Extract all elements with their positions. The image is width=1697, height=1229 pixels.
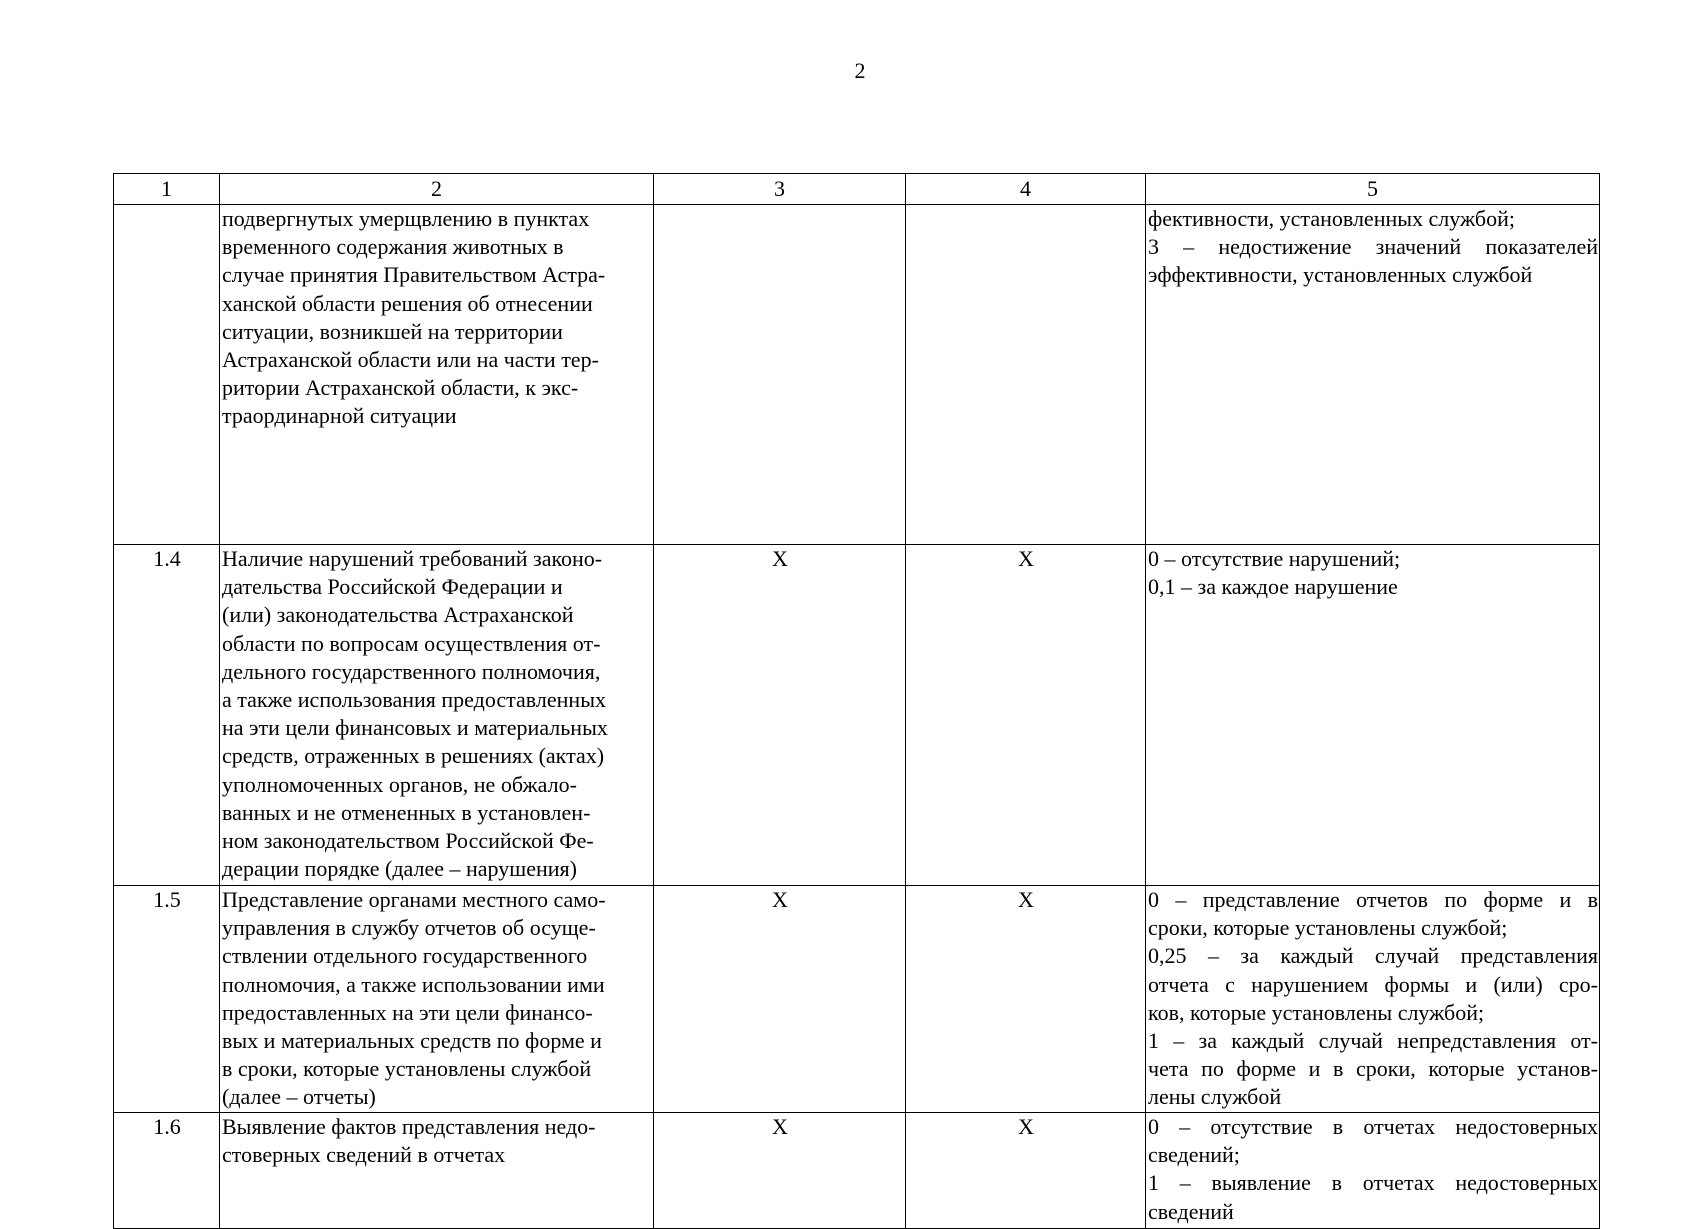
indicator-description	[220, 545, 654, 886]
text-line: ном законодательством Российской Фе-	[222, 828, 594, 854]
text-line: (далее – отчеты)	[222, 1084, 376, 1110]
text-line: 3 – недостижение значений показателей	[1148, 234, 1598, 260]
text-line: 0 – представление отчетов по форме и в	[1148, 887, 1598, 912]
text-line: траординарной ситуации	[222, 403, 457, 429]
text-line: предоставленных на эти цели финансо-	[222, 999, 593, 1025]
evaluation-criteria	[1146, 545, 1600, 886]
text-line: дерации порядке (далее – нарушения)	[222, 856, 577, 882]
text-line: ков, которые установлены службой;	[1148, 999, 1485, 1025]
text-line: Представление органами местного само-	[222, 887, 606, 912]
evaluation-criteria	[1146, 1113, 1600, 1229]
text-line: Выявление фактов представления недо-	[222, 1114, 596, 1139]
column-4-value: Х	[906, 886, 1146, 1113]
column-header-5: 5	[1146, 174, 1600, 205]
table-row	[114, 545, 1600, 886]
text-line: области по вопросам осуществления от-	[222, 630, 601, 656]
text-line: Наличие нарушений требований законо-	[222, 546, 603, 571]
evaluation-criteria	[1146, 886, 1600, 1113]
text-line: чета по форме и в сроки, которые установ-	[1148, 1056, 1598, 1082]
column-header-1: 1	[114, 174, 220, 205]
row-number: 1.4	[114, 545, 220, 886]
row-number: 1.6	[114, 1113, 220, 1229]
text-line: подвергнутых умерщвлению в пунктах	[222, 206, 590, 231]
text-line: случае принятия Правительством Астра-	[222, 262, 606, 288]
text-line: ситуации, возникшей на территории	[222, 318, 563, 344]
text-line: управления в службу отчетов об осуще-	[222, 915, 596, 941]
indicator-description	[220, 205, 654, 545]
text-line: дельного государственного полномочия,	[222, 658, 601, 684]
text-line: средств, отраженных в решениях (актах)	[222, 743, 605, 769]
text-line: ствлении отдельного государственного	[222, 943, 588, 969]
text-line: отчета с нарушением формы и (или) сро-	[1148, 971, 1598, 997]
text-line: лены службой	[1148, 1084, 1282, 1110]
column-3-value: Х	[654, 1113, 906, 1229]
table-row	[114, 886, 1600, 1113]
text-line: 0 – отсутствие нарушений;	[1148, 546, 1401, 571]
column-3-value: Х	[654, 886, 906, 1113]
page-number: 2	[854, 58, 866, 83]
text-line: полномочия, а также использовании ими	[222, 971, 605, 997]
text-line: на эти цели финансовых и материальных	[222, 715, 608, 741]
column-4-value: Х	[906, 1113, 1146, 1229]
text-line: ритории Астраханской области, к экс-	[222, 375, 579, 401]
column-header-4: 4	[906, 174, 1146, 205]
text-line: а также использования предоставленных	[222, 687, 606, 713]
text-line: 0,1 – за каждое нарушение	[1148, 574, 1398, 600]
text-line: дательства Российской Федерации и	[222, 574, 563, 600]
indicator-description	[220, 886, 654, 1113]
column-header-3: 3	[654, 174, 906, 205]
column-3-value: Х	[654, 545, 906, 886]
text-line: 0 – отсутствие в отчетах недостоверных	[1148, 1114, 1598, 1139]
text-line: фективности, установленных службой;	[1148, 206, 1515, 231]
text-line: сведений;	[1148, 1142, 1240, 1168]
table-header-row	[114, 174, 1600, 205]
text-line: уполномоченных органов, не обжало-	[222, 771, 577, 797]
text-line: (или) законодательства Астраханской	[222, 602, 574, 628]
text-line: ванных и не отмененных в установлен-	[222, 799, 591, 825]
table-row	[114, 205, 1600, 545]
text-line: 1 – выявление в отчетах недостоверных	[1148, 1170, 1598, 1196]
text-line: сведений	[1148, 1198, 1234, 1224]
text-line: 0,25 – за каждый случай представления	[1148, 943, 1598, 969]
column-header-2: 2	[220, 174, 654, 205]
row-number: 1.5	[114, 886, 220, 1113]
text-line: 1 – за каждый случай непредставления от-	[1148, 1028, 1598, 1054]
criteria-table	[113, 173, 1600, 1229]
indicator-description	[220, 1113, 654, 1229]
text-line: Астраханской области или на части тер-	[222, 347, 599, 373]
text-line: в сроки, которые установлены службой	[222, 1056, 592, 1082]
evaluation-criteria	[1146, 205, 1600, 545]
text-line: эффективности, установленных службой	[1148, 262, 1533, 288]
column-4-value	[906, 205, 1146, 545]
column-3-value	[654, 205, 906, 545]
table-row	[114, 1113, 1600, 1229]
text-line: стоверных сведений в отчетах	[222, 1142, 506, 1168]
column-4-value: Х	[906, 545, 1146, 886]
text-line: вых и материальных средств по форме и	[222, 1028, 602, 1054]
text-line: ханской области решения об отнесении	[222, 290, 593, 316]
text-line: сроки, которые установлены службой;	[1148, 915, 1508, 941]
text-line: временного содержания животных в	[222, 234, 564, 260]
row-number	[114, 205, 220, 545]
